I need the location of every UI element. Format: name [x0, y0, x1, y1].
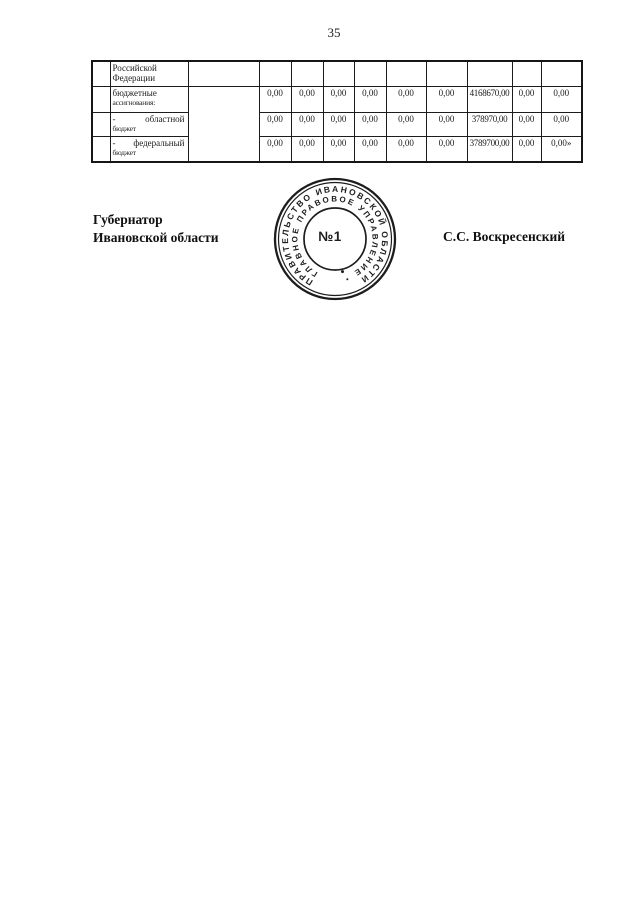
budget-table	[91, 60, 583, 163]
signatory-name: С.С. Воскресенский	[443, 229, 566, 244]
value-cell: 0,00	[291, 86, 323, 112]
signatory-title-line2: Ивановской области	[93, 230, 219, 245]
table-row	[92, 112, 582, 136]
stamp-dot	[346, 278, 348, 280]
label-line: бюджет	[112, 123, 136, 133]
value-cell: 0,00	[512, 112, 541, 136]
label-cell	[110, 86, 188, 112]
value-cell: 0,00	[291, 112, 323, 136]
table-row	[92, 136, 582, 162]
value-cell: 0,00	[291, 136, 323, 162]
official-stamp-icon	[265, 169, 405, 309]
value-cell: 0,00	[426, 136, 467, 162]
value-cell: 0,00	[386, 86, 426, 112]
label-line: Российской	[112, 63, 157, 73]
row-num-cell	[92, 112, 110, 136]
value-cell: 0,00	[259, 112, 291, 136]
page-number: 35	[327, 25, 341, 40]
row-num-cell	[92, 136, 110, 162]
label-line: - федеральный	[112, 137, 185, 148]
signatory-title	[93, 211, 273, 247]
value-cell: 0,00	[323, 112, 354, 136]
value-cell: 0,00	[259, 136, 291, 162]
value-cell: 0,00	[323, 136, 354, 162]
label-line: бюджет	[112, 147, 136, 157]
label-line: бюджетные	[112, 87, 157, 98]
label-cell	[110, 136, 188, 162]
value-cell: 0,00	[541, 86, 582, 112]
value-cell: 0,00	[386, 112, 426, 136]
merged-empty-cell	[188, 86, 259, 162]
total-cell: 3789700,00	[467, 136, 512, 162]
table-row	[92, 61, 582, 86]
table-row	[92, 86, 582, 112]
signatory-title-line1: Губернатор	[93, 212, 163, 227]
label-line: Федерации	[112, 73, 156, 83]
value-cell: 0,00	[354, 112, 386, 136]
value-cell: 0,00»	[541, 136, 582, 162]
label-cell	[110, 61, 188, 86]
value-cell: 0,00	[386, 136, 426, 162]
stamp-number: №1	[318, 229, 342, 244]
label-line: - областной	[112, 113, 185, 124]
stamp-inner-text: ГЛАВНОЕ ПРАВОВОЕ УПРАВЛЕНИЕ	[290, 194, 380, 279]
value-cell: 0,00	[512, 136, 541, 162]
value-cell: 0,00	[426, 86, 467, 112]
total-cell: 4168670,00	[467, 86, 512, 112]
label-cell	[110, 112, 188, 136]
total-cell: 378970,00	[467, 112, 512, 136]
row-num-cell	[92, 86, 110, 112]
value-cell: 0,00	[541, 112, 582, 136]
value-cell: 0,00	[512, 86, 541, 112]
value-cell: 0,00	[259, 86, 291, 112]
stamp-dot	[341, 270, 345, 274]
stamp-outer-text: ПРАВИТЕЛЬСТВО ИВАНОВСКОЙ ОБЛАСТИ	[279, 183, 391, 288]
value-cell: 0,00	[426, 112, 467, 136]
value-cell: 0,00	[354, 86, 386, 112]
value-cell: 0,00	[354, 136, 386, 162]
label-line: ассигнования:	[112, 97, 156, 107]
value-cell: 0,00	[323, 86, 354, 112]
row-num-cell	[92, 61, 110, 86]
